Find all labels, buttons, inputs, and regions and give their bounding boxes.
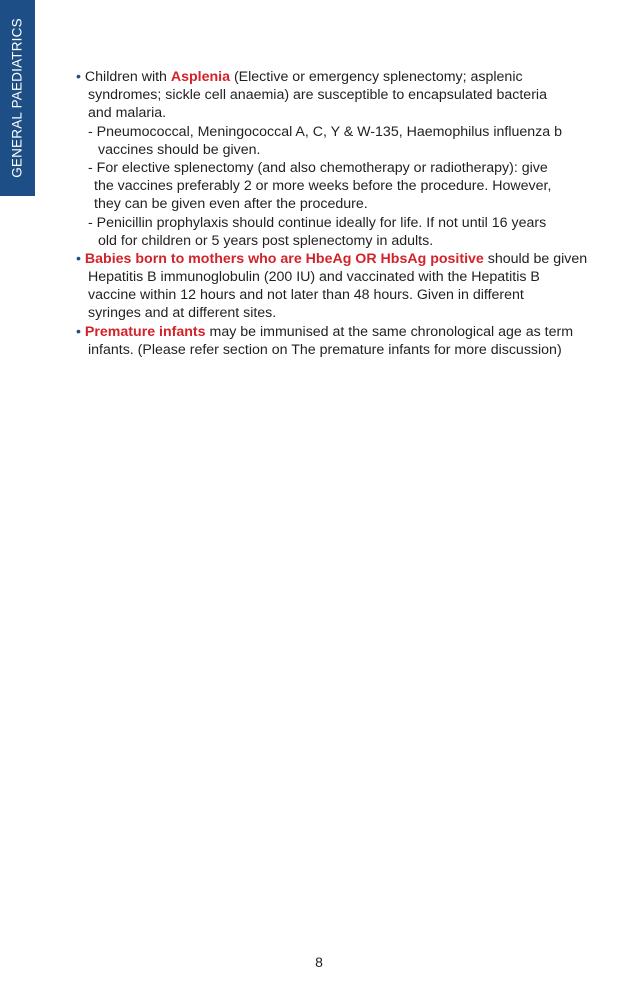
elective-splenectomy-line-2: the vaccines preferably 2 or more weeks before the procedure. However, — [94, 178, 552, 195]
bullet-marker: • — [76, 250, 81, 267]
document-body — [76, 68, 596, 359]
hbeag-line-2: Hepatitis B immunoglobulin (200 IU) and vaccinated with the Hepatitis B — [88, 269, 540, 286]
elective-splenectomy-line-3: they can be given even after the procedure. — [94, 196, 368, 213]
premature-line-2: infants. (Please refer section on The premature infants for more discussion) — [88, 341, 562, 358]
asplenia-line-3: and malaria. — [88, 105, 167, 122]
asplenia-text: (Elective or emergency splenectomy; asplenic — [230, 69, 523, 85]
asplenia-highlight: Asplenia — [170, 69, 231, 85]
section-tab-label: GENERAL PAEDIATRICS — [9, 18, 25, 178]
hbeag-line-1 — [76, 250, 596, 268]
vaccines-item-line-1: - Pneumococcal, Meningococcal A, C, Y & W-135, Haemophilus influenza b — [88, 123, 562, 140]
asplenia-line-1 — [76, 68, 596, 86]
asplenia-line-2: syndromes; sickle cell anaemia) are susceptible to encapsulated bacteria — [88, 87, 547, 104]
section-tab — [0, 0, 35, 196]
bullet-marker: • — [76, 69, 81, 85]
premature-highlight: Premature infants — [84, 323, 206, 340]
premature-line-1 — [76, 323, 596, 341]
hbeag-line-4: syringes and at different sites. — [88, 305, 277, 322]
bullet-marker: • — [76, 323, 81, 340]
premature-text: may be immunised at the same chronological age as term — [205, 323, 574, 340]
penicillin-line-2: old for children or 5 years post splenectomy in adults. — [98, 232, 434, 249]
hbeag-text: should be given — [483, 250, 588, 267]
vaccines-item-line-2: vaccines should be given. — [98, 141, 261, 158]
page-number: 8 — [315, 954, 323, 970]
asplenia-intro: Children with — [84, 69, 171, 85]
elective-splenectomy-line-1: - For elective splenectomy (and also chemotherapy or radiotherapy): give — [88, 159, 548, 176]
hbeag-line-3: vaccine within 12 hours and not later than 48 hours. Given in different — [88, 287, 524, 304]
hbeag-highlight: Babies born to mothers who are HbeAg OR HbsAg positive — [84, 250, 484, 267]
penicillin-line-1: - Penicillin prophylaxis should continue ideally for life. If not until 16 years — [88, 214, 547, 231]
